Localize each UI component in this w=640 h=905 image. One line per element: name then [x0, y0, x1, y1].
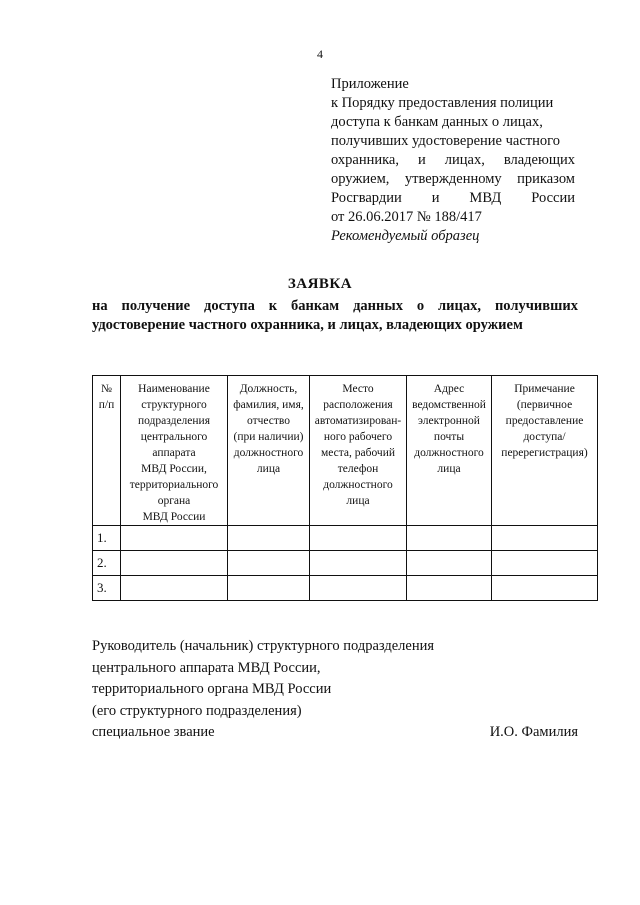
table-header-line: центрального [140, 431, 208, 443]
appendix-line [331, 170, 575, 189]
table-header-line: Должность, [239, 383, 298, 395]
appendix-word: лицах, [444, 152, 485, 168]
table-header-line: аппарата [152, 447, 196, 459]
table-cell [492, 526, 598, 551]
document-subtitle [92, 297, 578, 335]
signature-rank: специальное звание [92, 724, 215, 740]
table-header-line: почты [433, 431, 465, 443]
table-header-line: Примечание [514, 383, 575, 395]
signature-line: территориального органа МВД России [92, 681, 332, 697]
appendix-word: и [431, 190, 440, 206]
subtitle-word: банкам [291, 298, 340, 314]
table-header-line: п/п [98, 399, 115, 411]
table-header-line: перерегистрация) [501, 447, 588, 459]
table-header-line: Адрес [433, 383, 465, 395]
appendix-line [331, 189, 575, 208]
appendix-line: от 26.06.2017 № 188/417 [331, 209, 482, 225]
row-number-cell: 2. [93, 551, 121, 576]
table-cell [407, 576, 492, 601]
table-header-line: территориального [129, 479, 219, 491]
table-header-line: (при наличии) [233, 431, 304, 443]
subtitle-line: удостоверение частного охранника, и лицах, владеющих оружием [92, 317, 523, 333]
table-header-line: предоставление [505, 415, 584, 427]
table-cell [407, 526, 492, 551]
signature-line: (его структурного подразделения) [92, 702, 302, 719]
table-header-line: лица [256, 463, 281, 475]
table-header-line: телефон [337, 463, 379, 475]
sample-label: Рекомендуемый образец [331, 228, 480, 244]
table-header-line: фамилия, имя, [233, 399, 304, 411]
table-header-cell [310, 376, 407, 526]
table-header-line: места, рабочий [320, 447, 396, 459]
table-header-row [93, 376, 598, 526]
table-row [93, 576, 598, 601]
subtitle-word: на [92, 298, 108, 314]
table-cell [228, 526, 310, 551]
appendix-line: получивших удостоверение частного [331, 133, 560, 149]
table-header-line: МВД России, [141, 463, 207, 475]
appendix-line: к Порядку предоставления полиции [331, 95, 554, 111]
appendix-line: доступа к банкам данных о лицах, [331, 114, 543, 130]
appendix-line: Приложение [331, 76, 409, 92]
appendix-word: приказом [517, 171, 575, 187]
table-cell [407, 551, 492, 576]
signature-line [92, 722, 578, 744]
table-cell [121, 526, 228, 551]
signature-block [92, 636, 578, 744]
table-header-line: Место [342, 383, 374, 395]
table-header-line: доступа/ [523, 431, 566, 443]
table-cell [228, 576, 310, 601]
table-cell [310, 526, 407, 551]
appendix-word: оружием, [331, 171, 390, 187]
subtitle-word: к [268, 298, 278, 314]
appendix-word: России [531, 190, 575, 206]
appendix-word: охранника, [331, 152, 399, 168]
table-header-line: электронной [418, 415, 480, 427]
table-header-cell [492, 376, 598, 526]
table-header-line: МВД России [142, 511, 206, 523]
table-header-line: Наименование [138, 383, 210, 395]
signature-line: Руководитель (начальник) структурного подразделения [92, 638, 435, 654]
table-header-line: автоматизирован- [314, 415, 402, 427]
table-body [93, 526, 598, 601]
appendix-word: Росгвардии [331, 190, 402, 206]
signature-line: центрального аппарата МВД России, [92, 659, 321, 676]
table-cell [492, 551, 598, 576]
table-header-line: должностного [414, 447, 484, 459]
subtitle-word: данных [353, 298, 403, 314]
appendix-word: МВД [469, 190, 502, 206]
subtitle-word: получение [121, 298, 191, 314]
row-number-cell: 3. [93, 576, 121, 601]
subtitle-line [92, 297, 578, 316]
table-cell [310, 551, 407, 576]
subtitle-word: доступа [204, 298, 255, 314]
appendix-word: утвержденному [404, 171, 502, 187]
table-cell [310, 576, 407, 601]
table-header-line: подразделения [137, 415, 210, 427]
signature-name: И.О. Фамилия [489, 724, 578, 740]
table-cell [121, 551, 228, 576]
table-header-line: отчество [246, 415, 291, 427]
row-number-cell: 1. [93, 526, 121, 551]
request-table [92, 375, 598, 601]
table-header-line: лица [437, 463, 461, 475]
table-row [93, 551, 598, 576]
table-header-cell [121, 376, 228, 526]
table-cell [121, 576, 228, 601]
table-header-cell [93, 376, 121, 526]
table-header-line: структурного [141, 399, 207, 411]
table-header-line: ного рабочего [323, 431, 393, 443]
subtitle-word: о [416, 298, 425, 314]
table-header-line: расположения [323, 399, 393, 411]
table-header-line: № [101, 383, 112, 395]
table-header-cell [407, 376, 492, 526]
subtitle-word: получивших [494, 298, 578, 314]
appendix-word: и [418, 152, 426, 168]
table-header-line: органа [157, 495, 191, 507]
appendix-block [331, 75, 575, 227]
table-header-line: (первичное [516, 399, 573, 411]
table-row [93, 526, 598, 551]
table-header-line: должностного [233, 447, 304, 459]
document-title: ЗАЯВКА [287, 276, 353, 292]
subtitle-word: лицах, [438, 298, 482, 314]
table-cell [492, 576, 598, 601]
appendix-line [331, 151, 575, 170]
appendix-word: владеющих [503, 152, 575, 168]
table-header-line: должностного [323, 479, 393, 491]
table-header-line: лица [346, 495, 370, 507]
page-number: 4 [317, 47, 323, 61]
table-cell [228, 551, 310, 576]
table-header-line: ведомственной [412, 399, 486, 411]
table-header-cell [228, 376, 310, 526]
